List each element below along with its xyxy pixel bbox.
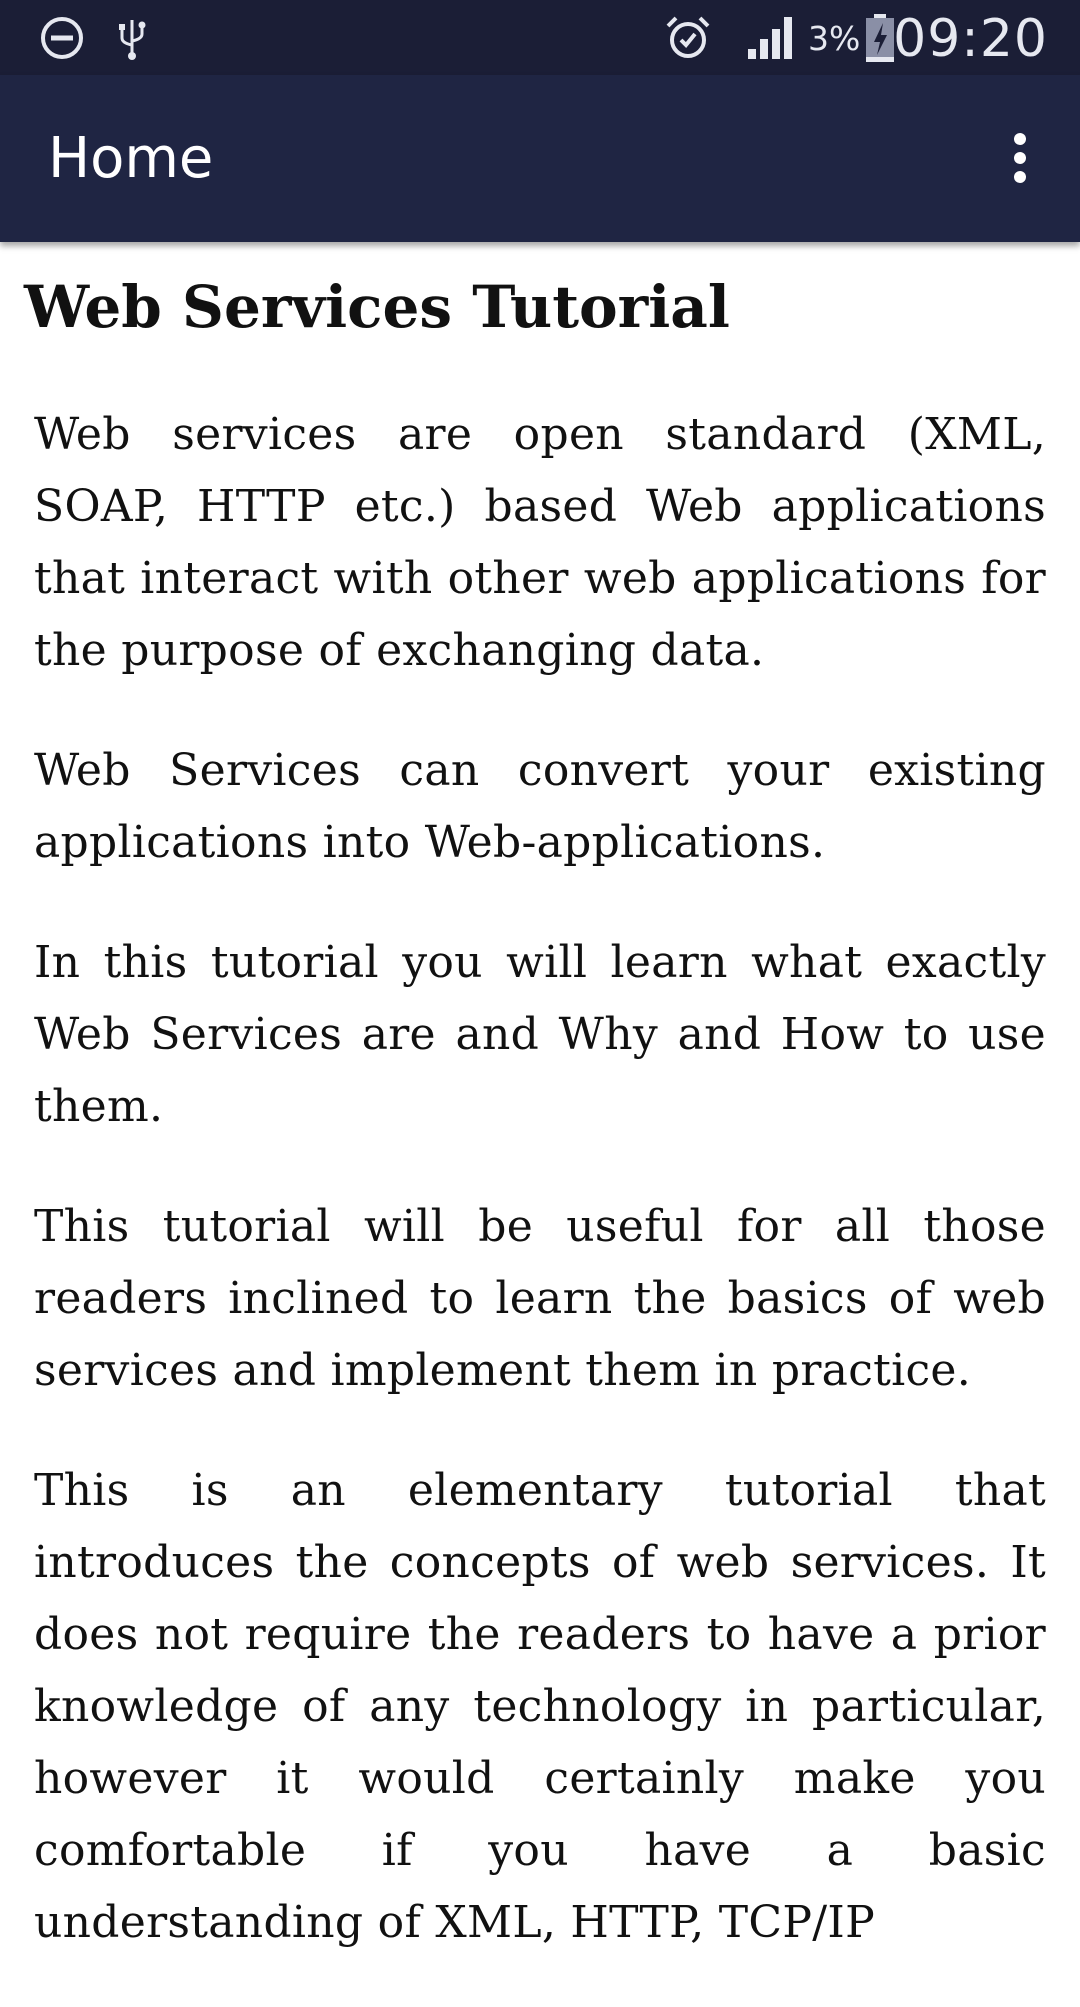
article-paragraph: Web services are open standard (XML, SOAP, HTTP etc.) based Web applications that interact with other web applications for the purpose of exchanging data. [34,409,1046,676]
do-not-disturb-icon [36,0,88,75]
article-content[interactable] [0,242,1080,1948]
alarm-icon [662,0,714,75]
article-paragraph: This tutorial will be useful for all those readers inclined to learn the basics of web services and implement them in practice. [34,1201,1046,1396]
article-body [34,399,1046,2007]
page-title: Web Services Tutorial [24,273,730,341]
article-paragraph: This is an elementary tutorial that introduces the concepts of web services. It does not require the readers to have a prior knowledge of any technology in particular, however it would certainly make you comfortable if you have a basic understanding of XML, HTTP, TCP/IP [34,1465,1046,1948]
battery-percent: 3% [808,19,861,58]
overflow-menu-button[interactable] [988,115,1052,201]
status-bar [0,0,1080,75]
more-vert-icon [1012,132,1028,184]
status-clock: 09:20 [893,9,1048,69]
usb-icon [112,0,152,75]
signal-icon [742,0,800,75]
article-paragraph: Web Services can convert your existing applications into Web-applications. [34,745,1046,868]
article-paragraph: In this tutorial you will learn what exactly Web Services are and Why and How to use them. [34,937,1046,1132]
app-bar-title: Home [48,126,214,191]
app-bar [0,75,1080,242]
